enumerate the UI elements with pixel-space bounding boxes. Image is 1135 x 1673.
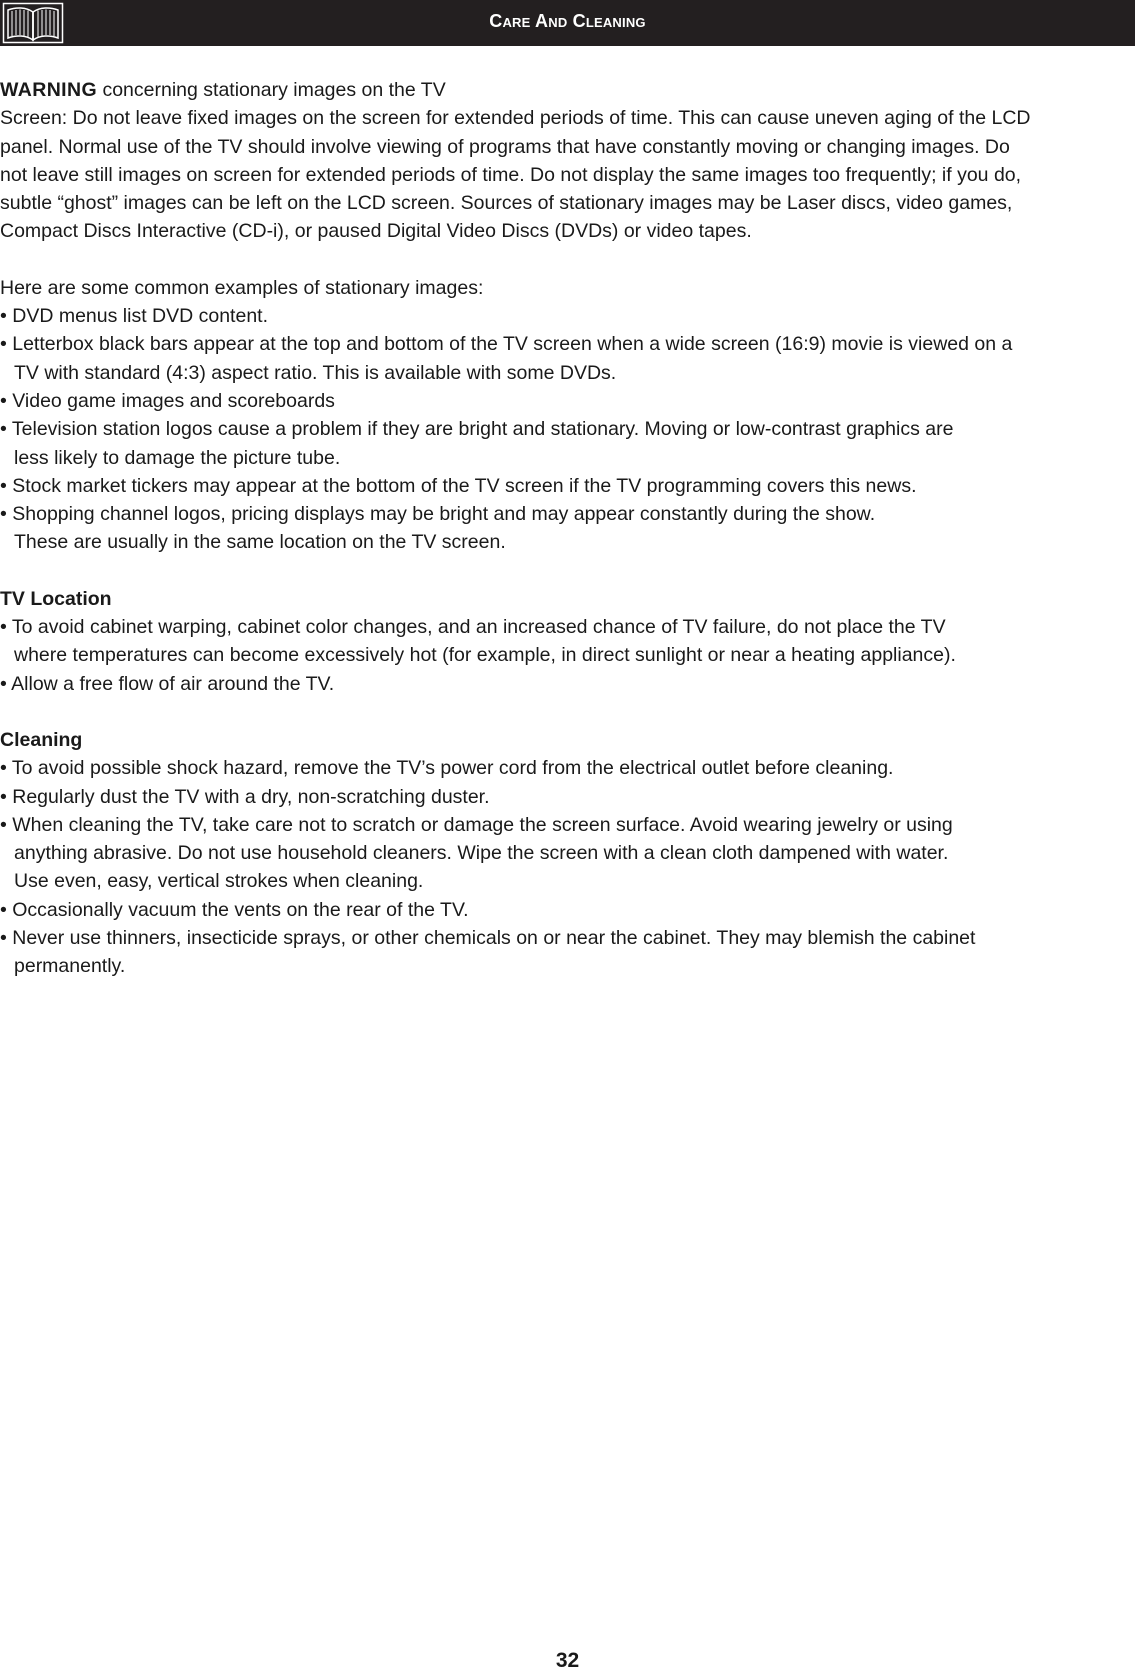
list-item: • Never use thinners, insecticide sprays, or other chemicals on or near the cabinet. They may blemish the cabinet bbox=[0, 927, 976, 950]
examples-intro: Here are some common examples of stationary images: bbox=[0, 276, 484, 299]
tv-location-heading: TV Location bbox=[0, 587, 112, 610]
list-item-continuation: where temperatures can become excessively hot (for example, in direct sunlight or near a heating appliance). bbox=[14, 644, 956, 667]
warning-label: WARNING bbox=[0, 79, 98, 101]
list-item-continuation: TV with standard (4:3) aspect ratio. This is available with some DVDs. bbox=[14, 361, 617, 384]
list-item: • Occasionally vacuum the vents on the rear of the TV. bbox=[0, 898, 469, 921]
text-line: subtle “ghost” images can be left on the LCD screen. Sources of stationary images may be Laser discs, video games, bbox=[0, 192, 1013, 215]
warning-heading bbox=[0, 76, 1130, 104]
list-item-continuation: less likely to damage the picture tube. bbox=[14, 446, 341, 469]
examples-list bbox=[0, 302, 1130, 557]
list-item: • Shopping channel logos, pricing displays may be bright and may appear constantly during the show. bbox=[0, 503, 876, 526]
document-body bbox=[0, 76, 1130, 981]
warning-paragraph bbox=[0, 104, 1130, 245]
list-item-continuation: anything abrasive. Do not use household cleaners. Wipe the screen with a clean cloth dampened with water. bbox=[14, 842, 949, 865]
text-line: panel. Normal use of the TV should involve viewing of programs that have constantly moving or changing images. Do bbox=[0, 135, 1010, 158]
list-item-continuation: Use even, easy, vertical strokes when cleaning. bbox=[14, 870, 424, 893]
text-line: not leave still images on screen for extended periods of time. Do not display the same images too frequently; if you do, bbox=[0, 163, 1022, 186]
list-item: • Video game images and scoreboards bbox=[0, 389, 335, 412]
list-item-continuation: permanently. bbox=[14, 955, 126, 978]
page-section-title: Care And Cleaning bbox=[489, 11, 646, 31]
list-item: • When cleaning the TV, take care not to scratch or damage the screen surface. Avoid wearing jewelry or using bbox=[0, 813, 953, 836]
list-item: • Allow a free flow of air around the TV. bbox=[0, 672, 335, 695]
page-number: 32 bbox=[555, 1649, 580, 1672]
text-line: Compact Discs Interactive (CD-i), or paused Digital Video Discs (DVDs) or video tapes. bbox=[0, 220, 752, 243]
list-item: • To avoid possible shock hazard, remove the TV’s power cord from the electrical outlet before cleaning. bbox=[0, 757, 894, 780]
list-item: • Regularly dust the TV with a dry, non-scratching duster. bbox=[0, 785, 490, 808]
tv-location-list bbox=[0, 613, 1130, 698]
list-item-continuation: These are usually in the same location on the TV screen. bbox=[14, 531, 506, 554]
cleaning-heading: Cleaning bbox=[0, 728, 83, 751]
list-item: • Letterbox black bars appear at the top and bottom of the TV screen when a wide screen (16:9) movie is viewed on a bbox=[0, 333, 1013, 356]
list-item: • Television station logos cause a problem if they are bright and stationary. Moving or low-contrast graphics are bbox=[0, 418, 954, 441]
warning-subtitle: concerning stationary images on the TV bbox=[97, 79, 446, 101]
list-item: • DVD menus list DVD content. bbox=[0, 305, 269, 328]
text-line: Screen: Do not leave fixed images on the screen for extended periods of time. This can cause uneven aging of the LCD bbox=[0, 107, 1031, 130]
cleaning-list bbox=[0, 754, 1130, 980]
list-item: • Stock market tickers may appear at the bottom of the TV screen if the TV programming covers this news. bbox=[0, 474, 917, 497]
header-bar bbox=[0, 0, 1135, 46]
list-item: • To avoid cabinet warping, cabinet color changes, and an increased chance of TV failure, do not place the TV bbox=[0, 616, 946, 639]
